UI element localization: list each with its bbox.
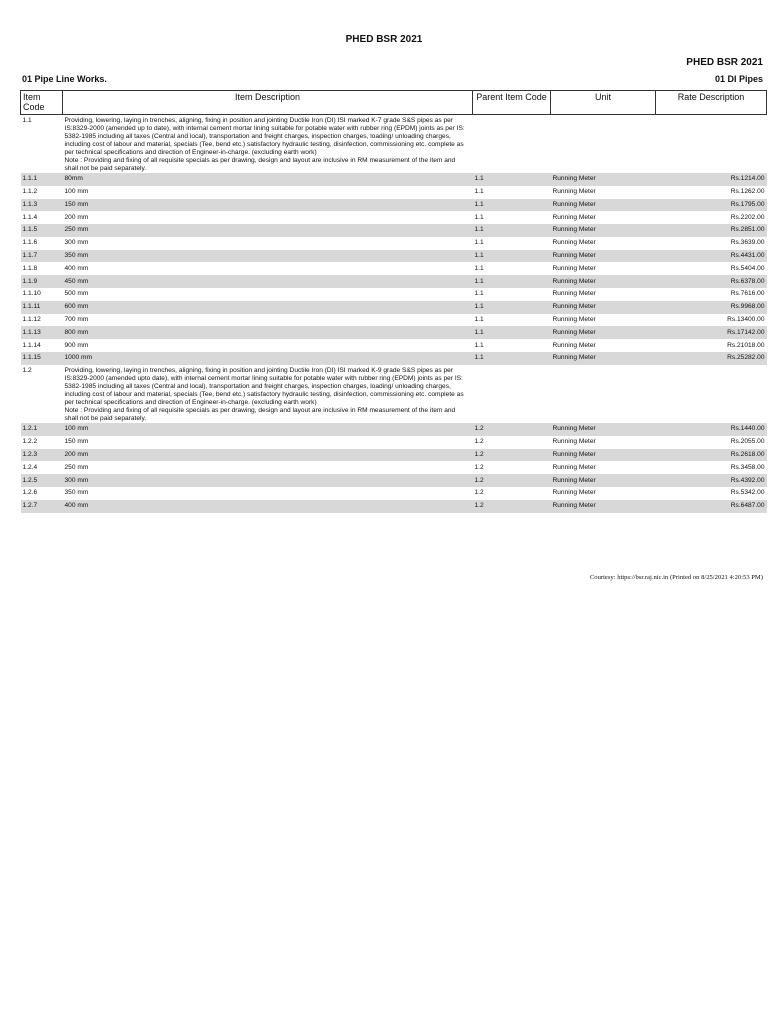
column-header-item-code: Item Code bbox=[21, 91, 63, 115]
parent-code: 1.1 bbox=[474, 316, 484, 324]
item-code: 1.1.15 bbox=[21, 352, 63, 365]
unit: Running Meter bbox=[552, 188, 596, 196]
parent-code: 1.1 bbox=[473, 326, 551, 339]
item-code: 1.1.12 bbox=[22, 316, 41, 324]
item-size: 300 mm bbox=[64, 239, 89, 247]
unit: Running Meter bbox=[551, 199, 656, 212]
rate: Rs.6487.00 bbox=[656, 500, 767, 513]
rate: Rs.1262.00 bbox=[730, 188, 765, 196]
item-description bbox=[63, 114, 473, 173]
item-code: 1.1.5 bbox=[21, 224, 63, 237]
rate: Rs.4431.00 bbox=[656, 250, 767, 263]
unit: Running Meter bbox=[551, 500, 656, 513]
rate: Rs.5404.00 bbox=[730, 264, 765, 272]
item-code: 1.2.3 bbox=[21, 449, 63, 462]
item-size: 300 mm bbox=[63, 474, 473, 487]
item-code: 1.2.1 bbox=[21, 423, 63, 436]
table-row bbox=[21, 474, 767, 487]
parent-code: 1.2 bbox=[473, 423, 551, 436]
item-size: 800 mm bbox=[63, 326, 473, 339]
parent-code: 1.1 bbox=[473, 250, 551, 263]
item-code: 1.2.6 bbox=[22, 489, 38, 497]
column-header-parent-item-code: Parent Item Code bbox=[473, 91, 551, 115]
parent-code: 1.2 bbox=[473, 449, 551, 462]
unit: Running Meter bbox=[552, 316, 596, 324]
parent-code: 1.1 bbox=[473, 224, 551, 237]
column-header-item-description: Item Description bbox=[63, 91, 473, 115]
item-code: 1.1 bbox=[22, 116, 32, 124]
item-code: 1.2.5 bbox=[21, 474, 63, 487]
rate: Rs.3458.00 bbox=[730, 463, 765, 471]
table-row bbox=[21, 288, 767, 301]
page-subtitle-right: PHED BSR 2021 bbox=[686, 57, 763, 68]
parent-code: 1.1 bbox=[473, 173, 551, 186]
table-row bbox=[21, 186, 767, 199]
subsection-heading: 01 DI Pipes bbox=[714, 74, 763, 84]
unit: Running Meter bbox=[552, 239, 596, 247]
column-header-rate-description: Rate Description bbox=[656, 91, 767, 115]
table-row bbox=[21, 173, 767, 186]
item-description bbox=[63, 365, 473, 423]
parent-code: 1.1 bbox=[474, 239, 484, 247]
table-row bbox=[21, 301, 767, 314]
parent-item-row bbox=[21, 114, 767, 173]
item-size: 700 mm bbox=[64, 316, 89, 324]
table-row bbox=[21, 423, 767, 436]
item-code: 1.1.6 bbox=[22, 239, 38, 247]
item-code: 1.1.10 bbox=[22, 290, 41, 298]
item-code: 1.1.7 bbox=[21, 250, 63, 263]
item-note: Note : Providing and fixing of all requisite specials as per drawing, design and layout are inclusive in RM measurement of the item and shall not be paid separately. bbox=[64, 156, 456, 172]
table-row bbox=[21, 326, 767, 339]
rate: Rs.13400.00 bbox=[727, 316, 765, 324]
parent-code: 1.1 bbox=[473, 199, 551, 212]
parent-code: 1.2 bbox=[474, 438, 484, 446]
table-row bbox=[21, 262, 767, 275]
rate: Rs.2202.00 bbox=[730, 213, 765, 221]
item-code: 1.1.3 bbox=[21, 199, 63, 212]
unit: Running Meter bbox=[551, 224, 656, 237]
table-row bbox=[21, 199, 767, 212]
item-size: 400 mm bbox=[63, 500, 473, 513]
rate: Rs.17142.00 bbox=[656, 326, 767, 339]
rate: Rs.1440.00 bbox=[656, 423, 767, 436]
table-row bbox=[21, 500, 767, 513]
unit: Running Meter bbox=[552, 489, 596, 497]
page-title: PHED BSR 2021 bbox=[345, 34, 423, 45]
parent-code: 1.1 bbox=[474, 213, 484, 221]
item-note: Note : Providing and fixing of all requisite specials as per drawing, design and layout are inclusive in RM measurement of the item and shall not be paid separately. bbox=[64, 407, 456, 423]
item-size: 200 mm bbox=[63, 449, 473, 462]
unit: Running Meter bbox=[551, 173, 656, 186]
rate: Rs.9968.00 bbox=[656, 301, 767, 314]
rate: Rs.5342.00 bbox=[730, 489, 765, 497]
item-description-text: Providing, lowering, laying in trenches, aligning, fixing in position and jointing Ductile Iron (DI) ISI marked K-9 grade S&S pipes as per IS:8329-2000 (amended upto date), with internal cement mortar lining suitable for potable water with rubber ring (EPDM) joints as per IS: 5382-1985 including all taxes (Central and local), transportation and freight charges, inspection charges, loading/ unloading charges, including cost of labour and material, specials (Tee, bend etc.) satisfactory hydraulic testing, disinfection, commissioning etc. complete as per technical specifications and direction of Engineer-in-charge. (excluding earth work) bbox=[64, 366, 464, 406]
item-size: 100 mm bbox=[64, 188, 89, 196]
item-code: 1.1.14 bbox=[22, 341, 41, 349]
item-code: 1.1.11 bbox=[21, 301, 63, 314]
table-header-row bbox=[21, 91, 767, 115]
item-code: 1.2.4 bbox=[22, 463, 38, 471]
courtesy-footer: Courtesy: https://bsr.raj.nic.in (Printed on 8/25/2021 4:20:53 PM) bbox=[589, 574, 763, 581]
item-size: 450 mm bbox=[63, 275, 473, 288]
parent-code: 1.2 bbox=[474, 463, 484, 471]
unit: Running Meter bbox=[552, 290, 596, 298]
parent-code: 1.2 bbox=[474, 489, 484, 497]
unit: Running Meter bbox=[551, 352, 656, 365]
rate: Rs.1795.00 bbox=[656, 199, 767, 212]
item-size: 1000 mm bbox=[63, 352, 473, 365]
rate-table bbox=[20, 90, 767, 513]
item-size: 150 mm bbox=[64, 438, 89, 446]
unit: Running Meter bbox=[551, 301, 656, 314]
item-description-text: Providing, lowering, laying in trenches, aligning, fixing in position and jointing Ductile Iron (DI) ISI marked K-7 grade S&S pipes as per IS:8329-2000 (amended up to date), with internal cement mortar lining suitable for potable water with rubber ring (EPDM) joints as per IS: 5382-1985 including all taxes (Central and local), transportation and freight charges, inspection charges, loading/ unloading charges, including cost of labour and material, specials (Tee, bend etc.) satisfactory hydraulic testing, disinfection, commissioning etc. complete as per technical specifications and direction of Engineer-in-charge. (excluding earth work) bbox=[64, 116, 465, 156]
table-row bbox=[21, 275, 767, 288]
parent-code: 1.1 bbox=[473, 275, 551, 288]
unit: Running Meter bbox=[552, 341, 596, 349]
parent-item-row bbox=[21, 365, 767, 423]
rate: Rs.21018.00 bbox=[727, 341, 765, 349]
parent-code: 1.2 bbox=[473, 474, 551, 487]
unit: Running Meter bbox=[552, 264, 596, 272]
item-size: 200 mm bbox=[64, 213, 89, 221]
section-heading: 01 Pipe Line Works. bbox=[22, 74, 107, 84]
item-code: 1.1.13 bbox=[21, 326, 63, 339]
item-code: 1.1.8 bbox=[22, 264, 38, 272]
item-size: 80mm bbox=[63, 173, 473, 186]
item-size: 350 mm bbox=[64, 489, 89, 497]
item-size: 250 mm bbox=[64, 463, 89, 471]
unit: Running Meter bbox=[551, 449, 656, 462]
unit: Running Meter bbox=[551, 423, 656, 436]
rate: Rs.6378.00 bbox=[656, 275, 767, 288]
table-row bbox=[21, 339, 767, 352]
item-size: 350 mm bbox=[63, 250, 473, 263]
parent-code: 1.1 bbox=[474, 290, 484, 298]
rate: Rs.3639.00 bbox=[730, 239, 765, 247]
unit: Running Meter bbox=[551, 326, 656, 339]
parent-code: 1.1 bbox=[474, 188, 484, 196]
item-code: 1.1.1 bbox=[21, 173, 63, 186]
unit: Running Meter bbox=[551, 275, 656, 288]
item-code: 1.1.2 bbox=[22, 188, 38, 196]
unit: Running Meter bbox=[552, 438, 596, 446]
table-row bbox=[21, 224, 767, 237]
item-size: 600 mm bbox=[63, 301, 473, 314]
item-code: 1.1.9 bbox=[21, 275, 63, 288]
rate: Rs.1214.00 bbox=[656, 173, 767, 186]
rate: Rs.2055.00 bbox=[730, 438, 765, 446]
table-row bbox=[21, 461, 767, 474]
rate: Rs.7616.00 bbox=[730, 290, 765, 298]
table-row bbox=[21, 449, 767, 462]
item-size: 500 mm bbox=[64, 290, 89, 298]
parent-code: 1.1 bbox=[474, 341, 484, 349]
parent-code: 1.2 bbox=[473, 500, 551, 513]
parent-code: 1.1 bbox=[474, 264, 484, 272]
item-code: 1.2.2 bbox=[22, 438, 38, 446]
item-code: 1.1.4 bbox=[22, 213, 38, 221]
unit: Running Meter bbox=[551, 474, 656, 487]
unit: Running Meter bbox=[551, 250, 656, 263]
column-header-unit: Unit bbox=[551, 91, 656, 115]
unit: Running Meter bbox=[552, 213, 596, 221]
item-code: 1.2 bbox=[22, 366, 32, 374]
item-size: 900 mm bbox=[64, 341, 89, 349]
table-row bbox=[21, 237, 767, 250]
unit: Running Meter bbox=[552, 463, 596, 471]
item-code: 1.2.7 bbox=[21, 500, 63, 513]
item-size: 250 mm bbox=[63, 224, 473, 237]
table-row bbox=[21, 314, 767, 327]
table-row bbox=[21, 250, 767, 263]
table-row bbox=[21, 211, 767, 224]
item-size: 400 mm bbox=[64, 264, 89, 272]
table-row bbox=[21, 352, 767, 365]
table-row bbox=[21, 436, 767, 449]
rate: Rs.4392.00 bbox=[656, 474, 767, 487]
table-row bbox=[21, 487, 767, 500]
parent-code: 1.1 bbox=[473, 301, 551, 314]
item-size: 100 mm bbox=[63, 423, 473, 436]
rate: Rs.2618.00 bbox=[656, 449, 767, 462]
item-size: 150 mm bbox=[63, 199, 473, 212]
rate: Rs.2851.00 bbox=[656, 224, 767, 237]
rate: Rs.25282.00 bbox=[656, 352, 767, 365]
parent-code: 1.1 bbox=[473, 352, 551, 365]
